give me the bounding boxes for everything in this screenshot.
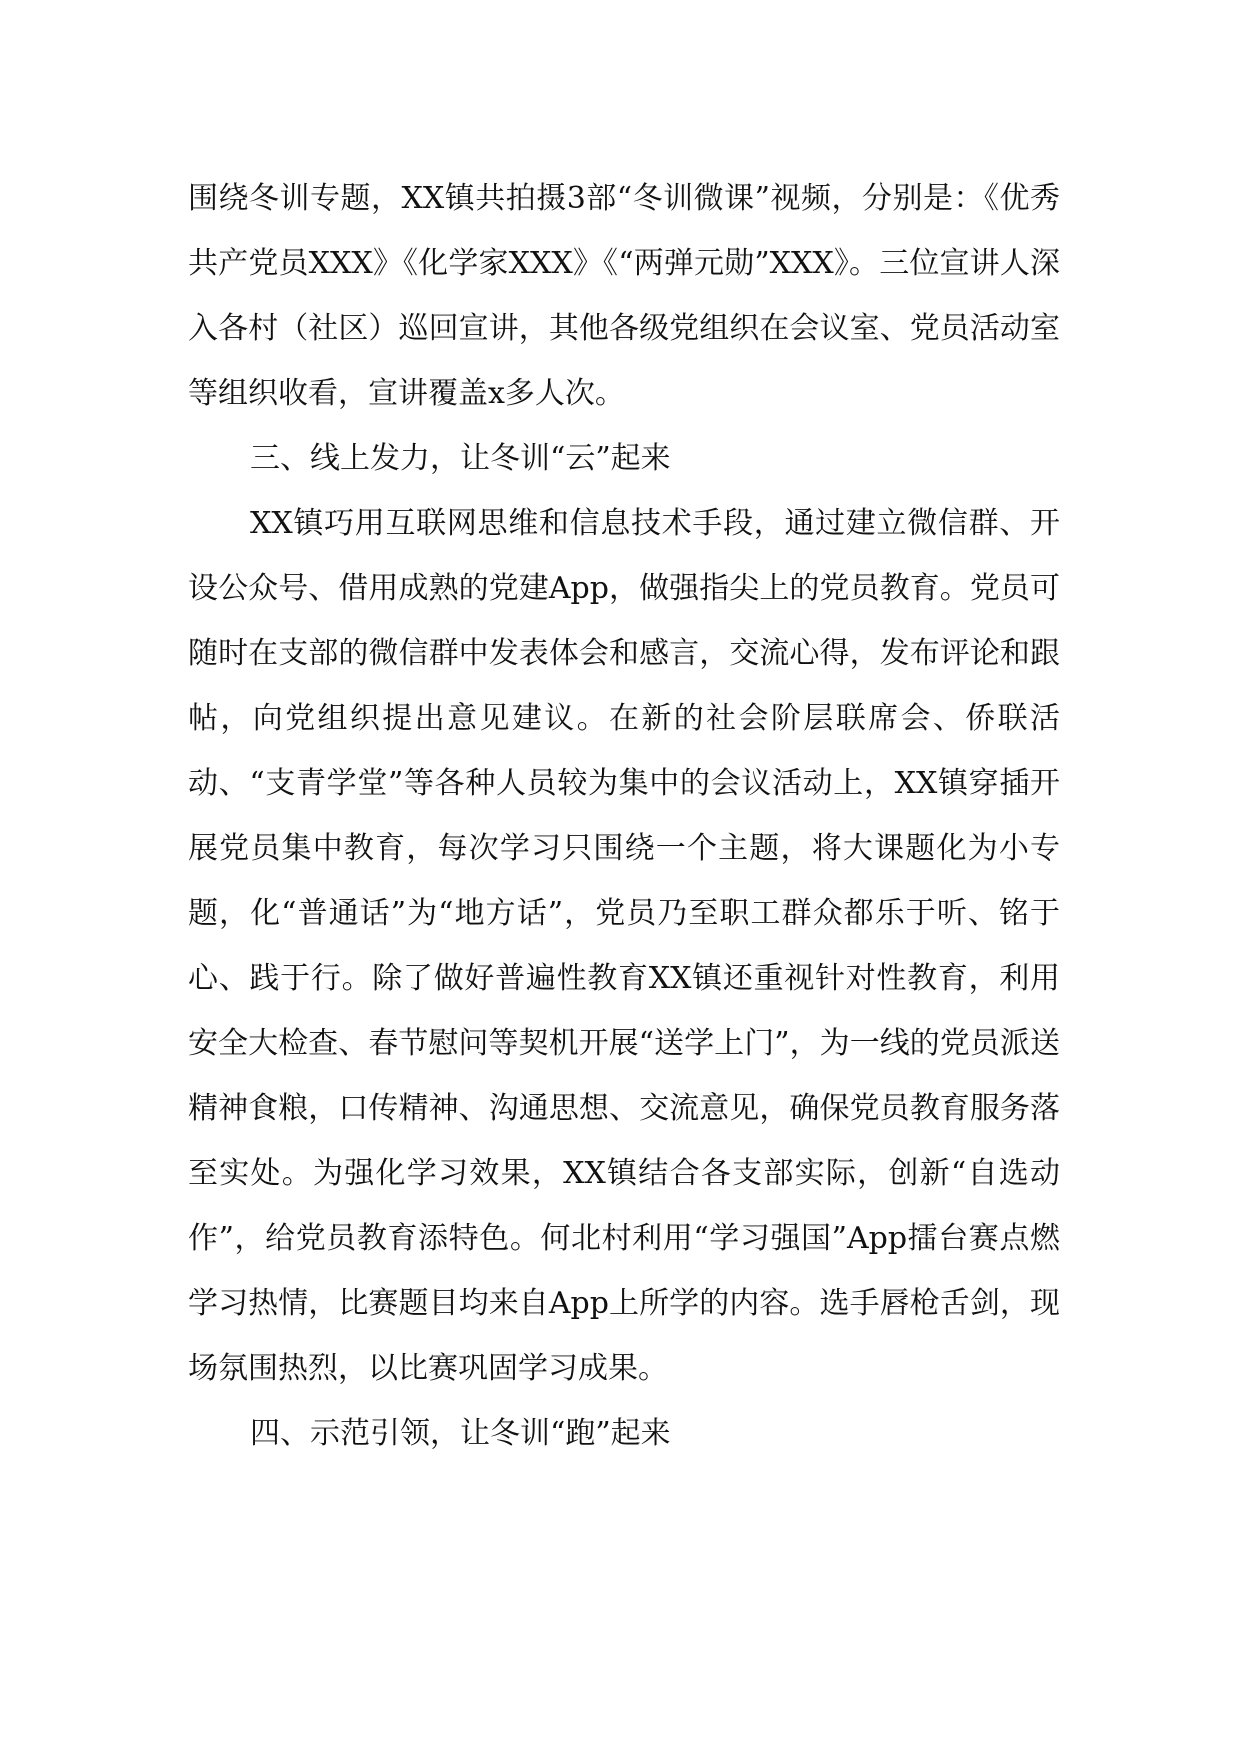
paragraph-online-education: XX镇巧用互联网思维和信息技术手段，通过建立微信群、开设公众号、借用成熟的党建App，做强指尖上的党员教育。党员可随时在支部的微信群中发表体会和感言，交流心得，发布评论和跟帖，向党组织提出意见建议。在新的社会阶层联席会、侨联活动、“支青学堂”等各种人员较为集中的会议活动上，XX镇穿插开展党员集中教育，每次学习只围绕一个主题，将大课题化为小专题，化“普通话”为“地方话”，党员乃至职工群众都乐于听、铭于心、践于行。除了做好普遍性教育XX镇还重视针对性教育，利用安全大检查、春节慰问等契机开展“送学上门”，为一线的党员派送精神食粮，口传精神、沟通思想、交流意见，确保党员教育服务落至实处。为强化学习效果，XX镇结合各支部实际，创新“自选动作”，给党员教育添特色。何北村利用“学习强国”App擂台赛点燃学习热情，比赛题目均来自App上所学的内容。选手唇枪舌剑，现场氛围热烈，以比赛巩固学习成果。 (188, 506, 1060, 1386)
section-heading-online: 三、线上发力，让冬训“云”起来 (250, 441, 671, 476)
document-body (188, 166, 1060, 1466)
paragraph-video-lectures: 围绕冬训专题，XX镇共拍摄3部“冬训微课”视频，分别是：《优秀共产党员XXX》《化学家XXX》《“两弹元勋”XXX》。三位宣讲人深入各村（社区）巡回宣讲，其他各级党组织在会议室、党员活动室等组织收看，宣讲覆盖x多人次。 (188, 181, 1060, 411)
section-heading-demonstration: 四、示范引领，让冬训“跑”起来 (250, 1416, 671, 1451)
